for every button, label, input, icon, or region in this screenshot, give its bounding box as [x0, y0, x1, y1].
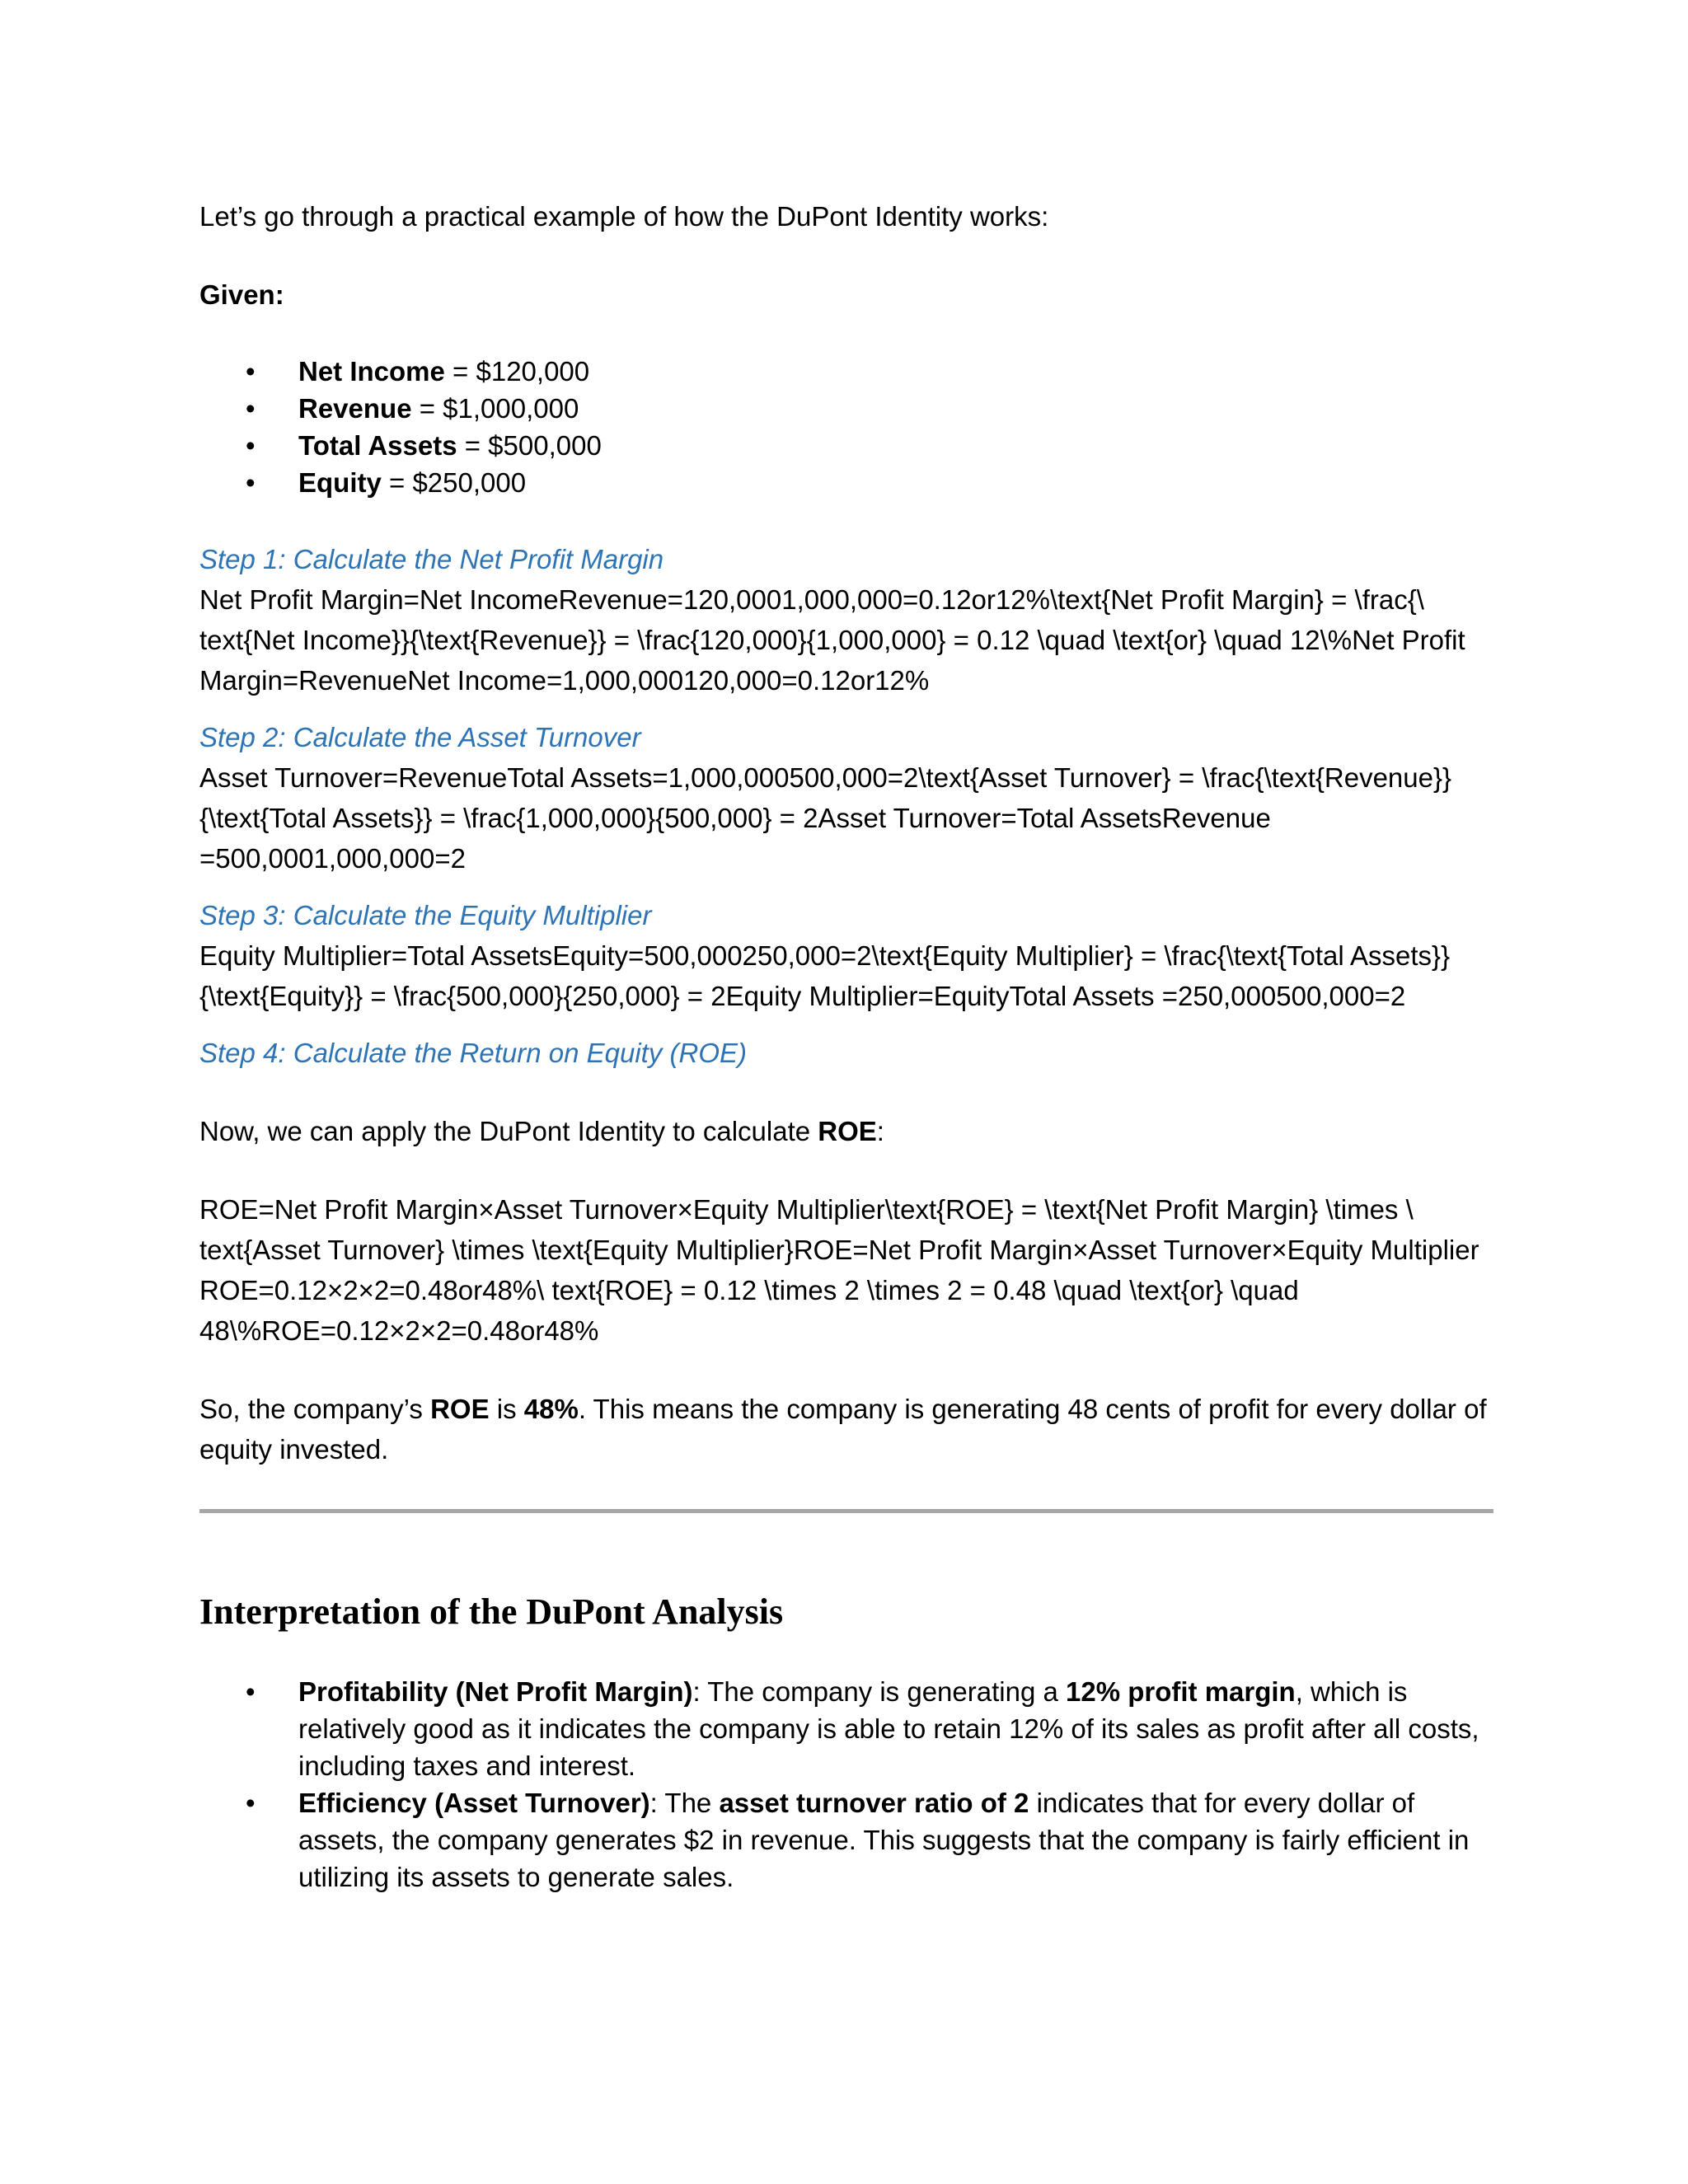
conclusion-bold-roe: ROE — [430, 1394, 490, 1424]
interpretation-text: : The — [649, 1788, 720, 1818]
roe-formula: ROE=Net Profit Margin×Asset Turnover×Equity Multiplier\text{ROE} = \text{Net Profit Margin} \times \ text{Asset Turnover} \times \text{Equity Multiplier}ROE=Net Profit Margin×Asset Turnover×Equity Multiplier ROE=0.12×2×2=0.48or48%\ text{ROE} = 0.12 \times 2 \times 2 = 0.48 \quad \text{or} \quad 48\%ROE=0.12×2×2=0.48or48% — [199, 1194, 1479, 1346]
conclusion-text: is — [489, 1394, 524, 1424]
section-title: Interpretation of the DuPont Analysis — [199, 1591, 784, 1632]
interpretation-text: : The company is generating a — [692, 1676, 1066, 1707]
step-2-heading: Step 2: Calculate the Asset Turnover — [199, 722, 641, 752]
interpretation-list — [199, 1673, 1493, 1896]
now-text: Now, we can apply the DuPont Identity to calculate — [199, 1116, 818, 1146]
interpretation-label-efficiency: Efficiency (Asset Turnover) — [298, 1788, 650, 1818]
step-1-formula: Net Profit Margin=Net IncomeRevenue=120,0001,000,000=0.12or12%\text{Net Profit Margin} = \frac{\ text{Net Income}}{\text{Revenue}} = \frac{120,000}{1,000,000} = 0.12 \quad \text{or} \quad 12\%Net Profit Margin=RevenueNet Income=1,000,000120,000=0.12or12% — [199, 584, 1465, 696]
intro-paragraph: Let’s go through a practical example of how the DuPont Identity works: — [199, 201, 1049, 232]
step-3-heading: Step 3: Calculate the Equity Multiplier — [199, 900, 652, 930]
list-item — [199, 427, 1493, 464]
interpretation-bold: 12% profit margin — [1066, 1676, 1296, 1707]
given-value: = $250,000 — [381, 467, 527, 498]
step-1-heading: Step 1: Calculate the Net Profit Margin — [199, 544, 664, 574]
given-value: = $120,000 — [444, 356, 590, 387]
now-bold-roe: ROE — [818, 1116, 877, 1146]
list-item — [199, 390, 1493, 427]
conclusion-text: So, the company’s — [199, 1394, 431, 1424]
given-list — [199, 353, 1493, 501]
horizontal-divider — [199, 1509, 1493, 1513]
interpretation-text: , which is relatively good as it indicates the company is able to retain 12% of its sales as profit after all costs, including taxes and interest. — [298, 1676, 1479, 1781]
conclusion-text: . This means the company is generating 48 cents of profit for every dollar of equity invested. — [199, 1394, 1487, 1465]
given-label-net-income: Net Income — [298, 356, 445, 387]
given-label-revenue: Revenue — [298, 393, 412, 424]
list-item — [199, 464, 1493, 501]
step-4-heading: Step 4: Calculate the Return on Equity (ROE) — [199, 1038, 747, 1068]
conclusion-paragraph — [199, 1389, 1493, 1469]
given-label: Given: — [199, 279, 284, 310]
list-item — [199, 1784, 1493, 1896]
given-value: = $500,000 — [457, 430, 602, 461]
list-item — [199, 1673, 1493, 1784]
now-paragraph — [199, 1111, 1493, 1151]
now-end: : — [876, 1116, 884, 1146]
conclusion-bold-percent: 48% — [523, 1394, 579, 1424]
interpretation-text: indicates that for every dollar of assets, the company generates $2 in revenue. This suggests that the company is fairly efficient in utilizing its assets to generate sales. — [298, 1788, 1470, 1892]
given-value: = $1,000,000 — [411, 393, 579, 424]
step-2-formula: Asset Turnover=RevenueTotal Assets=1,000,000500,000=2\text{Asset Turnover} = \frac{\text{Revenue}} {\text{Total Assets}} = \frac{1,000,000}{500,000} = 2Asset Turnover=Total AssetsRevenue =500,0001,000,000=2 — [199, 762, 1452, 874]
interpretation-label-profitability: Profitability (Net Profit Margin) — [298, 1676, 693, 1707]
given-label-equity: Equity — [298, 467, 382, 498]
given-label-total-assets: Total Assets — [298, 430, 457, 461]
interpretation-bold: asset turnover ratio of 2 — [719, 1788, 1029, 1818]
list-item — [199, 353, 1493, 390]
document-page — [199, 196, 1493, 1933]
step-3-formula: Equity Multiplier=Total AssetsEquity=500,000250,000=2\text{Equity Multiplier} = \frac{\text{Total Assets}}{\text{Equity}} = \frac{500,000}{250,000} = 2Equity Multiplier=EquityTotal Assets =250,000500,000=2 — [199, 940, 1451, 1011]
